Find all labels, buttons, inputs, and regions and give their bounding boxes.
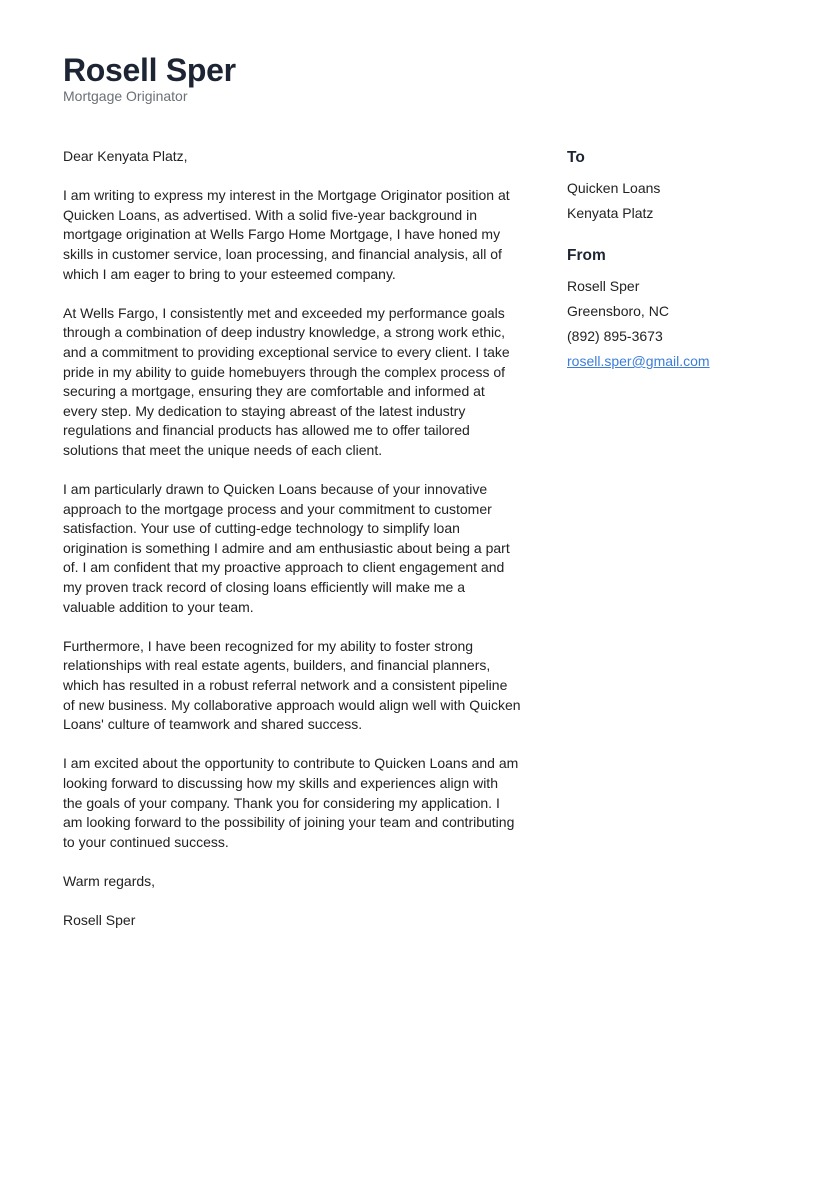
letter-paragraph-3: I am particularly drawn to Quicken Loans because of your innovative approach to the mortgage process and your commitment to customer satisfaction. Your use of cutting-edge technology to simplify loan origination is something I admire and am enthusiastic about being a part of. I am confident that my proactive approach to client engagement and my proven track record of closing loans efficiently will make me a valuable addition to your team.: [63, 481, 510, 615]
recipient-name: Kenyata Platz: [567, 205, 654, 221]
sender-email-link[interactable]: rosell.sper@gmail.com: [567, 353, 710, 369]
letter-paragraph-2: At Wells Fargo, I consistently met and exceeded my performance goals through a combination of deep industry knowledge, a strong work ethic, and a commitment to providing exceptional service to every client. I take pride in my ability to guide homebuyers through the complex process of securing a mortgage, ensuring they are comfortable and informed at every step. My dedication to staying abreast of the latest industry regulations and financial products has allowed me to offer tailored solutions that meet the unique needs of each client.: [63, 304, 510, 458]
sender-email-row: [567, 349, 787, 374]
letter-header: [63, 50, 236, 104]
letter-paragraph-5: I am excited about the opportunity to contribute to Quicken Loans and am looking forward to discussing how my skills and experiences align with the goals of your company. Thank you for considering my application. I am looking forward to the possibility of joining your team and contributing to your continued success.: [63, 755, 519, 850]
sender-location: Greensboro, NC: [567, 303, 669, 319]
letter-paragraph-1: I am writing to express my interest in the Mortgage Originator position at Quicken Loans, as advertised. With a solid five-year background in mortgage origination at Wells Fargo Home Mortgage, I have honed my skills in customer service, loan processing, and financial analysis, all of which I am eager to bring to your esteemed company.: [63, 187, 510, 282]
letter-paragraph-4: Furthermore, I have been recognized for my ability to foster strong relationships with real estate agents, builders, and financial planners, which has resulted in a robust referral network and a consistent pipeline of new business. My collaborative approach would align well with Quicken Loans' culture of teamwork and shared success.: [63, 637, 521, 733]
recipient-company: Quicken Loans: [567, 180, 661, 196]
sender-job-title: Mortgage Originator: [63, 88, 188, 104]
from-section: [567, 246, 787, 374]
closing: Warm regards,: [63, 872, 156, 889]
salutation: Dear Kenyata Platz,: [63, 148, 188, 164]
from-heading: From: [567, 247, 606, 264]
sender-name-heading: Rosell Sper: [63, 52, 236, 88]
to-heading: To: [567, 149, 585, 166]
sender-phone: (892) 895-3673: [567, 328, 663, 344]
contact-sidebar: [567, 148, 787, 394]
signature: Rosell Sper: [63, 912, 136, 929]
sender-name: Rosell Sper: [567, 278, 640, 294]
letter-body: [63, 147, 521, 950]
to-section: [567, 148, 787, 226]
